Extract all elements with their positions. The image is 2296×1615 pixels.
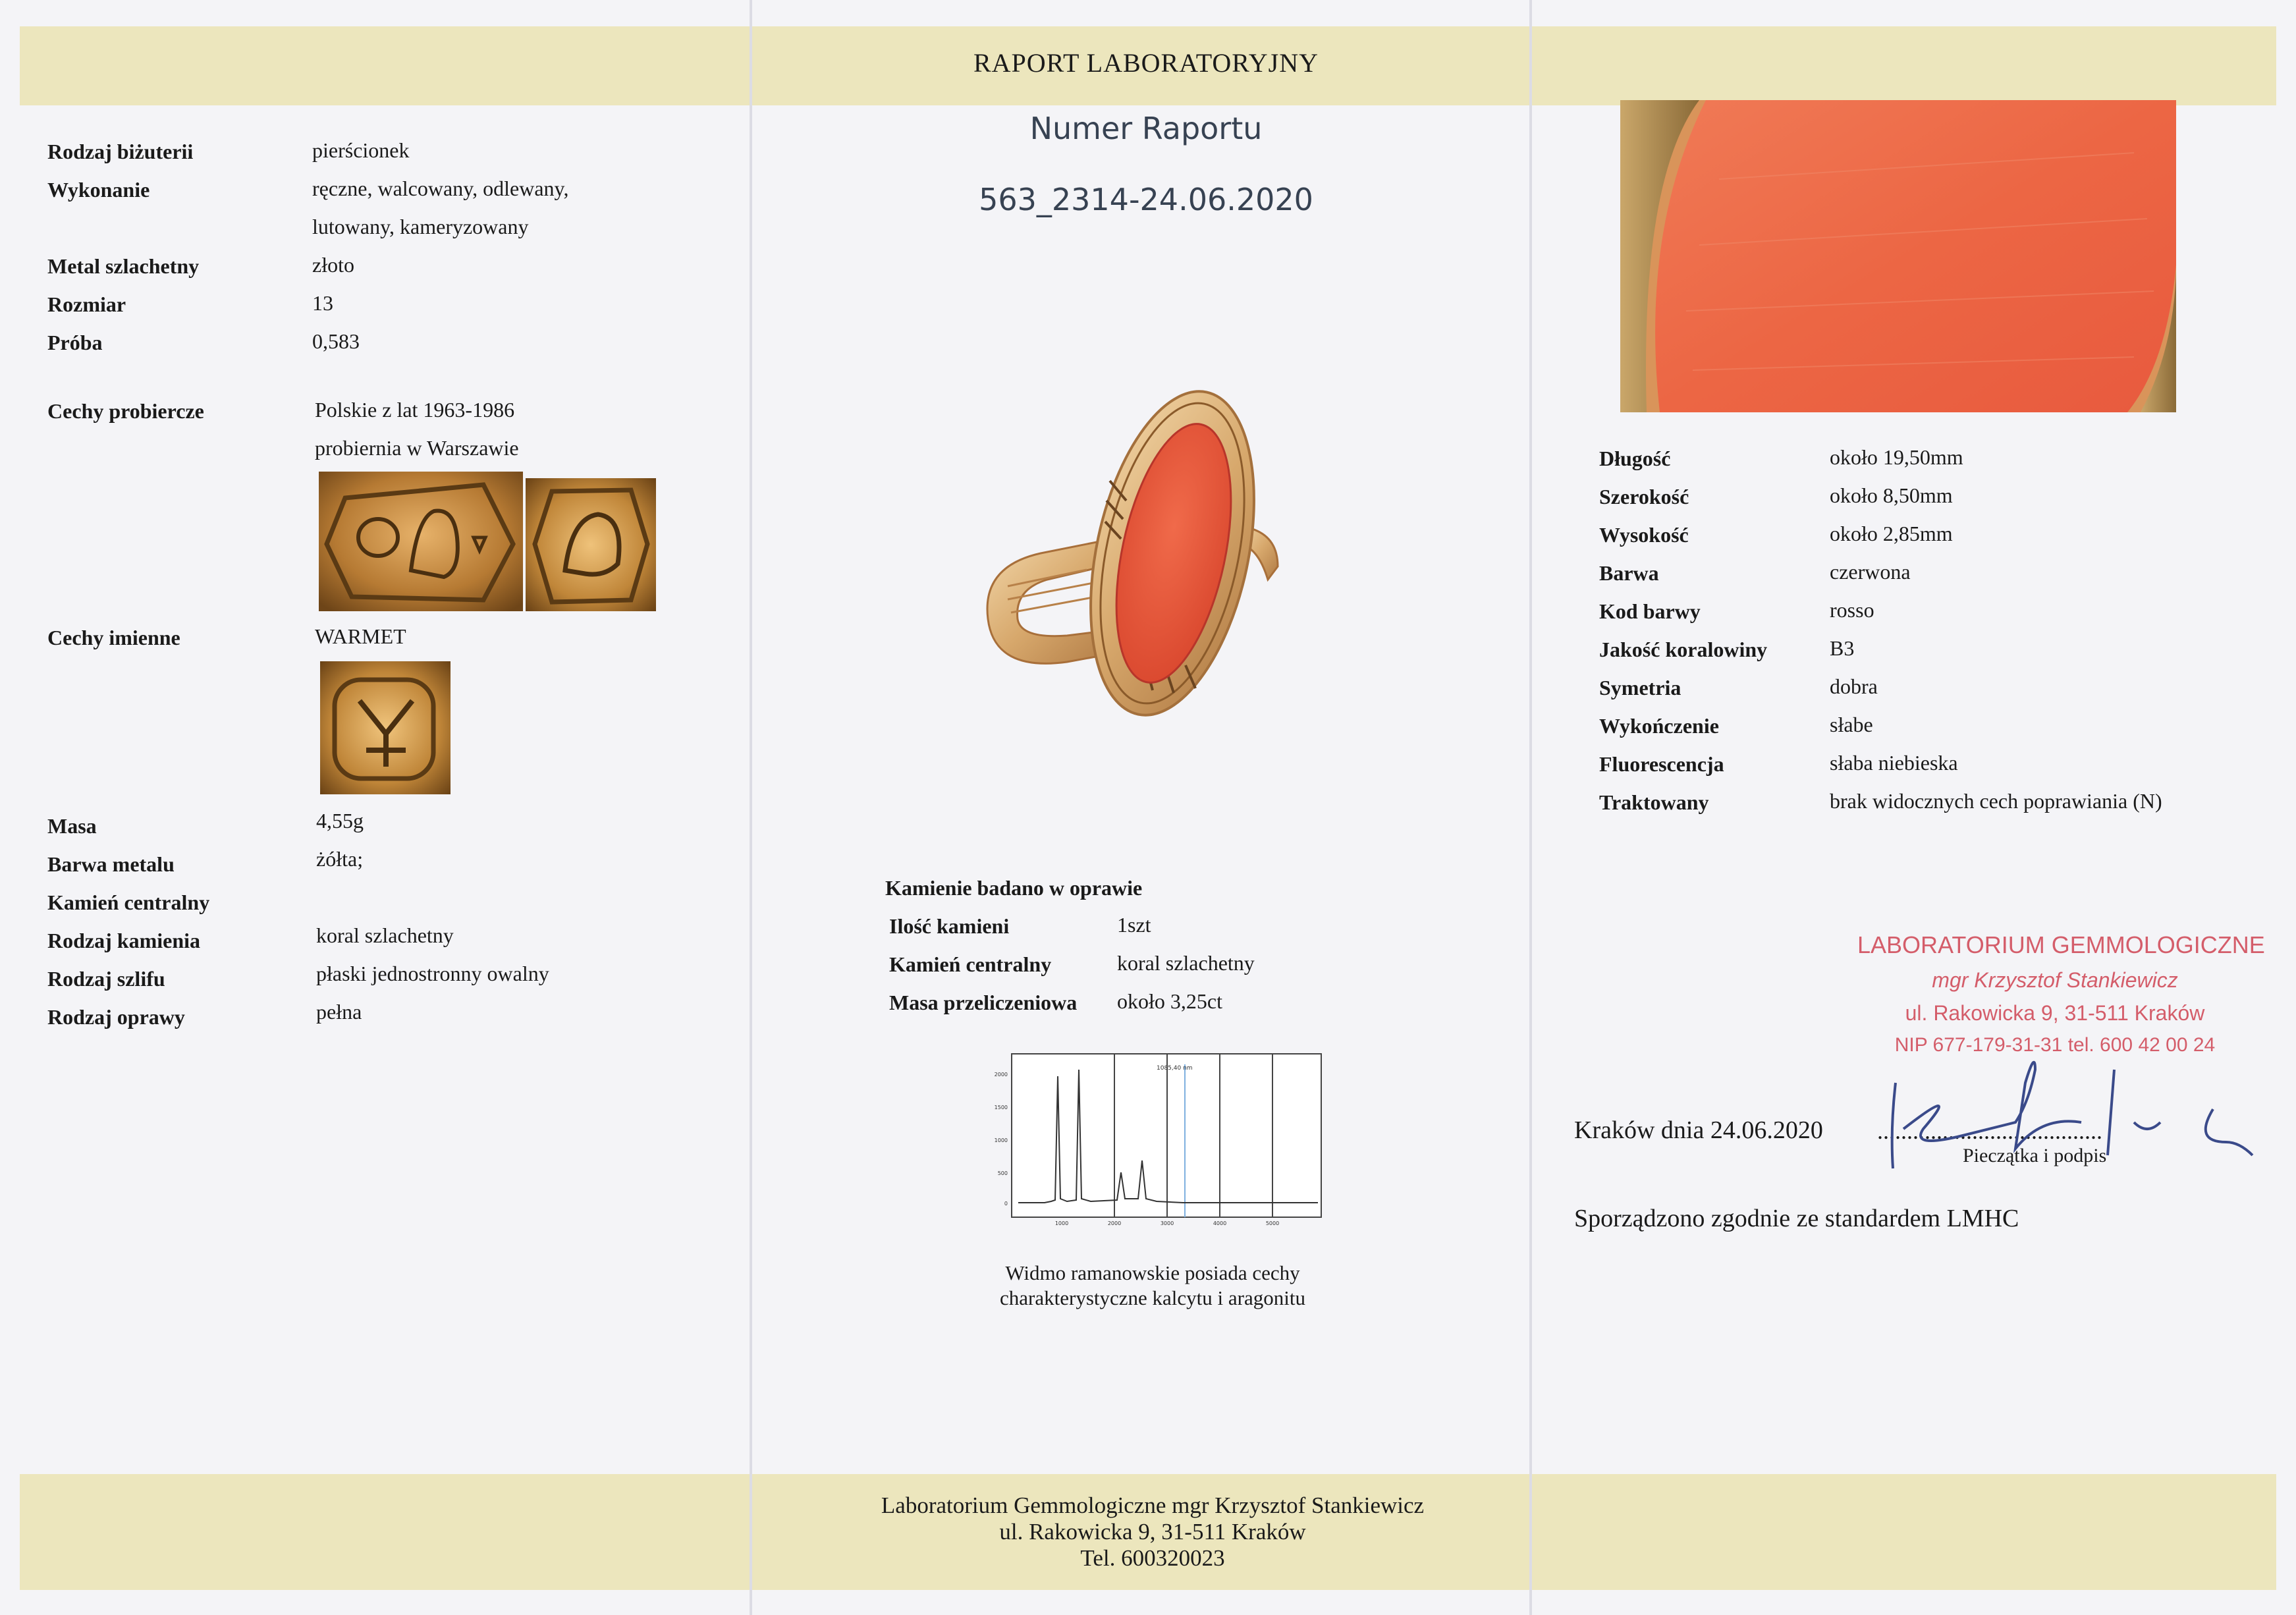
value-cut-type: płaski jednostronny owalny: [316, 962, 549, 985]
label-fluorescence: Fluorescencja: [1599, 752, 1724, 776]
stones-examined-title: Kamienie badano w oprawie: [885, 876, 1143, 900]
x-tick-3: 4000: [1213, 1220, 1227, 1226]
y-tick-2: 1000: [994, 1137, 1008, 1143]
footer-address: ul. Rakowicka 9, 31-511 Kraków: [999, 1519, 1306, 1545]
label-converted-mass: Masa przeliczeniowa: [889, 991, 1078, 1014]
y-tick-0: 2000: [994, 1072, 1008, 1078]
y-tick-1: 1500: [994, 1105, 1008, 1110]
value-workmanship-2: lutowany, kameryzowany: [312, 215, 529, 238]
coral-closeup-photo: [1620, 100, 2176, 412]
maker-mark-photo: [320, 661, 451, 794]
label-stone-type: Rodzaj kamienia: [47, 929, 200, 952]
value-metal-color: żółta;: [316, 847, 364, 871]
value-central-stone-mid: koral szlachetny: [1117, 951, 1255, 975]
value-coral-quality: B3: [1830, 636, 1855, 660]
stamp-line1: LABORATORIUM GEMMOLOGICZNE: [1857, 931, 2265, 958]
value-setting-type: pełna: [316, 1000, 362, 1024]
value-maker-mark: WARMET: [315, 624, 406, 648]
label-fineness: Próba: [47, 331, 103, 354]
stamp-line3: ul. Rakowicka 9, 31-511 Kraków: [1905, 1001, 2205, 1025]
raman-caption-line2: charakterystyczne kalcytu i aragonitu: [1000, 1286, 1305, 1309]
place-date: Kraków dnia 24.06.2020: [1574, 1116, 1823, 1144]
label-cut-type: Rodzaj szlifu: [47, 967, 165, 991]
label-central-stone: Kamień centralny: [47, 890, 210, 914]
hallmark-photo-2: [526, 478, 656, 611]
value-stone-count: 1szt: [1117, 913, 1151, 937]
value-hallmarks-1: Polskie z lat 1963-1986: [315, 398, 515, 422]
label-size: Rozmiar: [47, 292, 126, 316]
raman-spectrum-chart: [985, 1050, 1328, 1228]
label-width: Szerokość: [1599, 485, 1689, 508]
fold-line-right: [1529, 0, 1532, 1615]
value-fineness: 0,583: [312, 329, 360, 353]
value-symmetry: dobra: [1830, 674, 1878, 698]
value-stone-type: koral szlachetny: [316, 923, 454, 947]
stamp-line4: NIP 677-179-31-31 tel. 600 42 00 24: [1894, 1034, 2216, 1056]
spectrum-peak-label: 1085,40 nm: [1157, 1065, 1193, 1072]
label-setting-type: Rodzaj oprawy: [47, 1005, 185, 1029]
value-width: około 8,50mm: [1830, 483, 1953, 507]
label-hallmarks: Cechy probiercze: [47, 399, 204, 423]
value-converted-mass: około 3,25ct: [1117, 989, 1222, 1013]
hallmark-photo-1: [319, 472, 523, 611]
label-length: Długość: [1599, 447, 1671, 470]
label-metal-color: Barwa metalu: [47, 852, 175, 876]
report-number-label: Numer Raportu: [1029, 111, 1263, 146]
stamp-line2: mgr Krzysztof Stankiewicz: [1932, 968, 2178, 992]
x-tick-0: 1000: [1054, 1220, 1069, 1226]
label-finish: Wykończenie: [1599, 714, 1719, 738]
value-color-code: rosso: [1830, 598, 1874, 622]
x-tick-1: 2000: [1107, 1220, 1122, 1226]
y-tick-3: 500: [997, 1170, 1008, 1176]
label-workmanship: Wykonanie: [47, 178, 150, 202]
label-color: Barwa: [1599, 561, 1659, 585]
label-color-code: Kod barwy: [1599, 599, 1701, 623]
label-coral-quality: Jakość koralowiny: [1599, 638, 1768, 661]
label-central-stone-mid: Kamień centralny: [889, 952, 1052, 976]
value-metal: złoto: [312, 253, 354, 277]
value-jewelry-type: pierścionek: [312, 138, 410, 162]
x-tick-4: 5000: [1265, 1220, 1280, 1226]
fold-line-left: [750, 0, 752, 1615]
signature-dots: ......................................: [1877, 1118, 2102, 1144]
value-treatment: brak widocznych cech poprawiania (N): [1830, 789, 2162, 813]
footer-phone: Tel. 600320023: [1080, 1545, 1225, 1571]
value-finish: słabe: [1830, 713, 1873, 736]
x-tick-2: 3000: [1160, 1220, 1174, 1226]
report-title: RAPORT LABORATORYJNY: [973, 48, 1319, 78]
standard-note: Sporządzono zgodnie ze standardem LMHC: [1574, 1205, 2019, 1232]
report-number: 563_2314-24.06.2020: [979, 182, 1313, 217]
value-hallmarks-2: probiernia w Warszawie: [315, 436, 519, 460]
y-tick-4: 0: [1004, 1201, 1008, 1207]
value-mass: 4,55g: [316, 809, 364, 833]
label-stone-count: Ilość kamieni: [889, 914, 1010, 938]
value-length: około 19,50mm: [1830, 445, 1963, 469]
signature-caption: Pieczątka i podpis: [1963, 1145, 2107, 1166]
label-height: Wysokość: [1599, 523, 1689, 547]
label-mass: Masa: [47, 814, 97, 838]
label-treatment: Traktowany: [1599, 790, 1709, 814]
raman-caption: [883, 1261, 1423, 1311]
label-jewelry-type: Rodzaj biżuterii: [47, 140, 194, 163]
footer-lab-name: Laboratorium Gemmologiczne mgr Krzysztof Stankiewicz: [881, 1492, 1425, 1518]
label-symmetry: Symetria: [1599, 676, 1681, 699]
value-fluorescence: słaba niebieska: [1830, 751, 1958, 775]
value-workmanship-1: ręczne, walcowany, odlewany,: [312, 177, 569, 200]
ring-photo: [968, 369, 1311, 738]
label-metal: Metal szlachetny: [47, 254, 200, 278]
value-height: około 2,85mm: [1830, 522, 1953, 545]
value-color: czerwona: [1830, 560, 1911, 584]
raman-caption-line1: Widmo ramanowskie posiada cechy: [1005, 1261, 1300, 1284]
label-maker-mark: Cechy imienne: [47, 626, 180, 649]
value-size: 13: [312, 291, 333, 315]
